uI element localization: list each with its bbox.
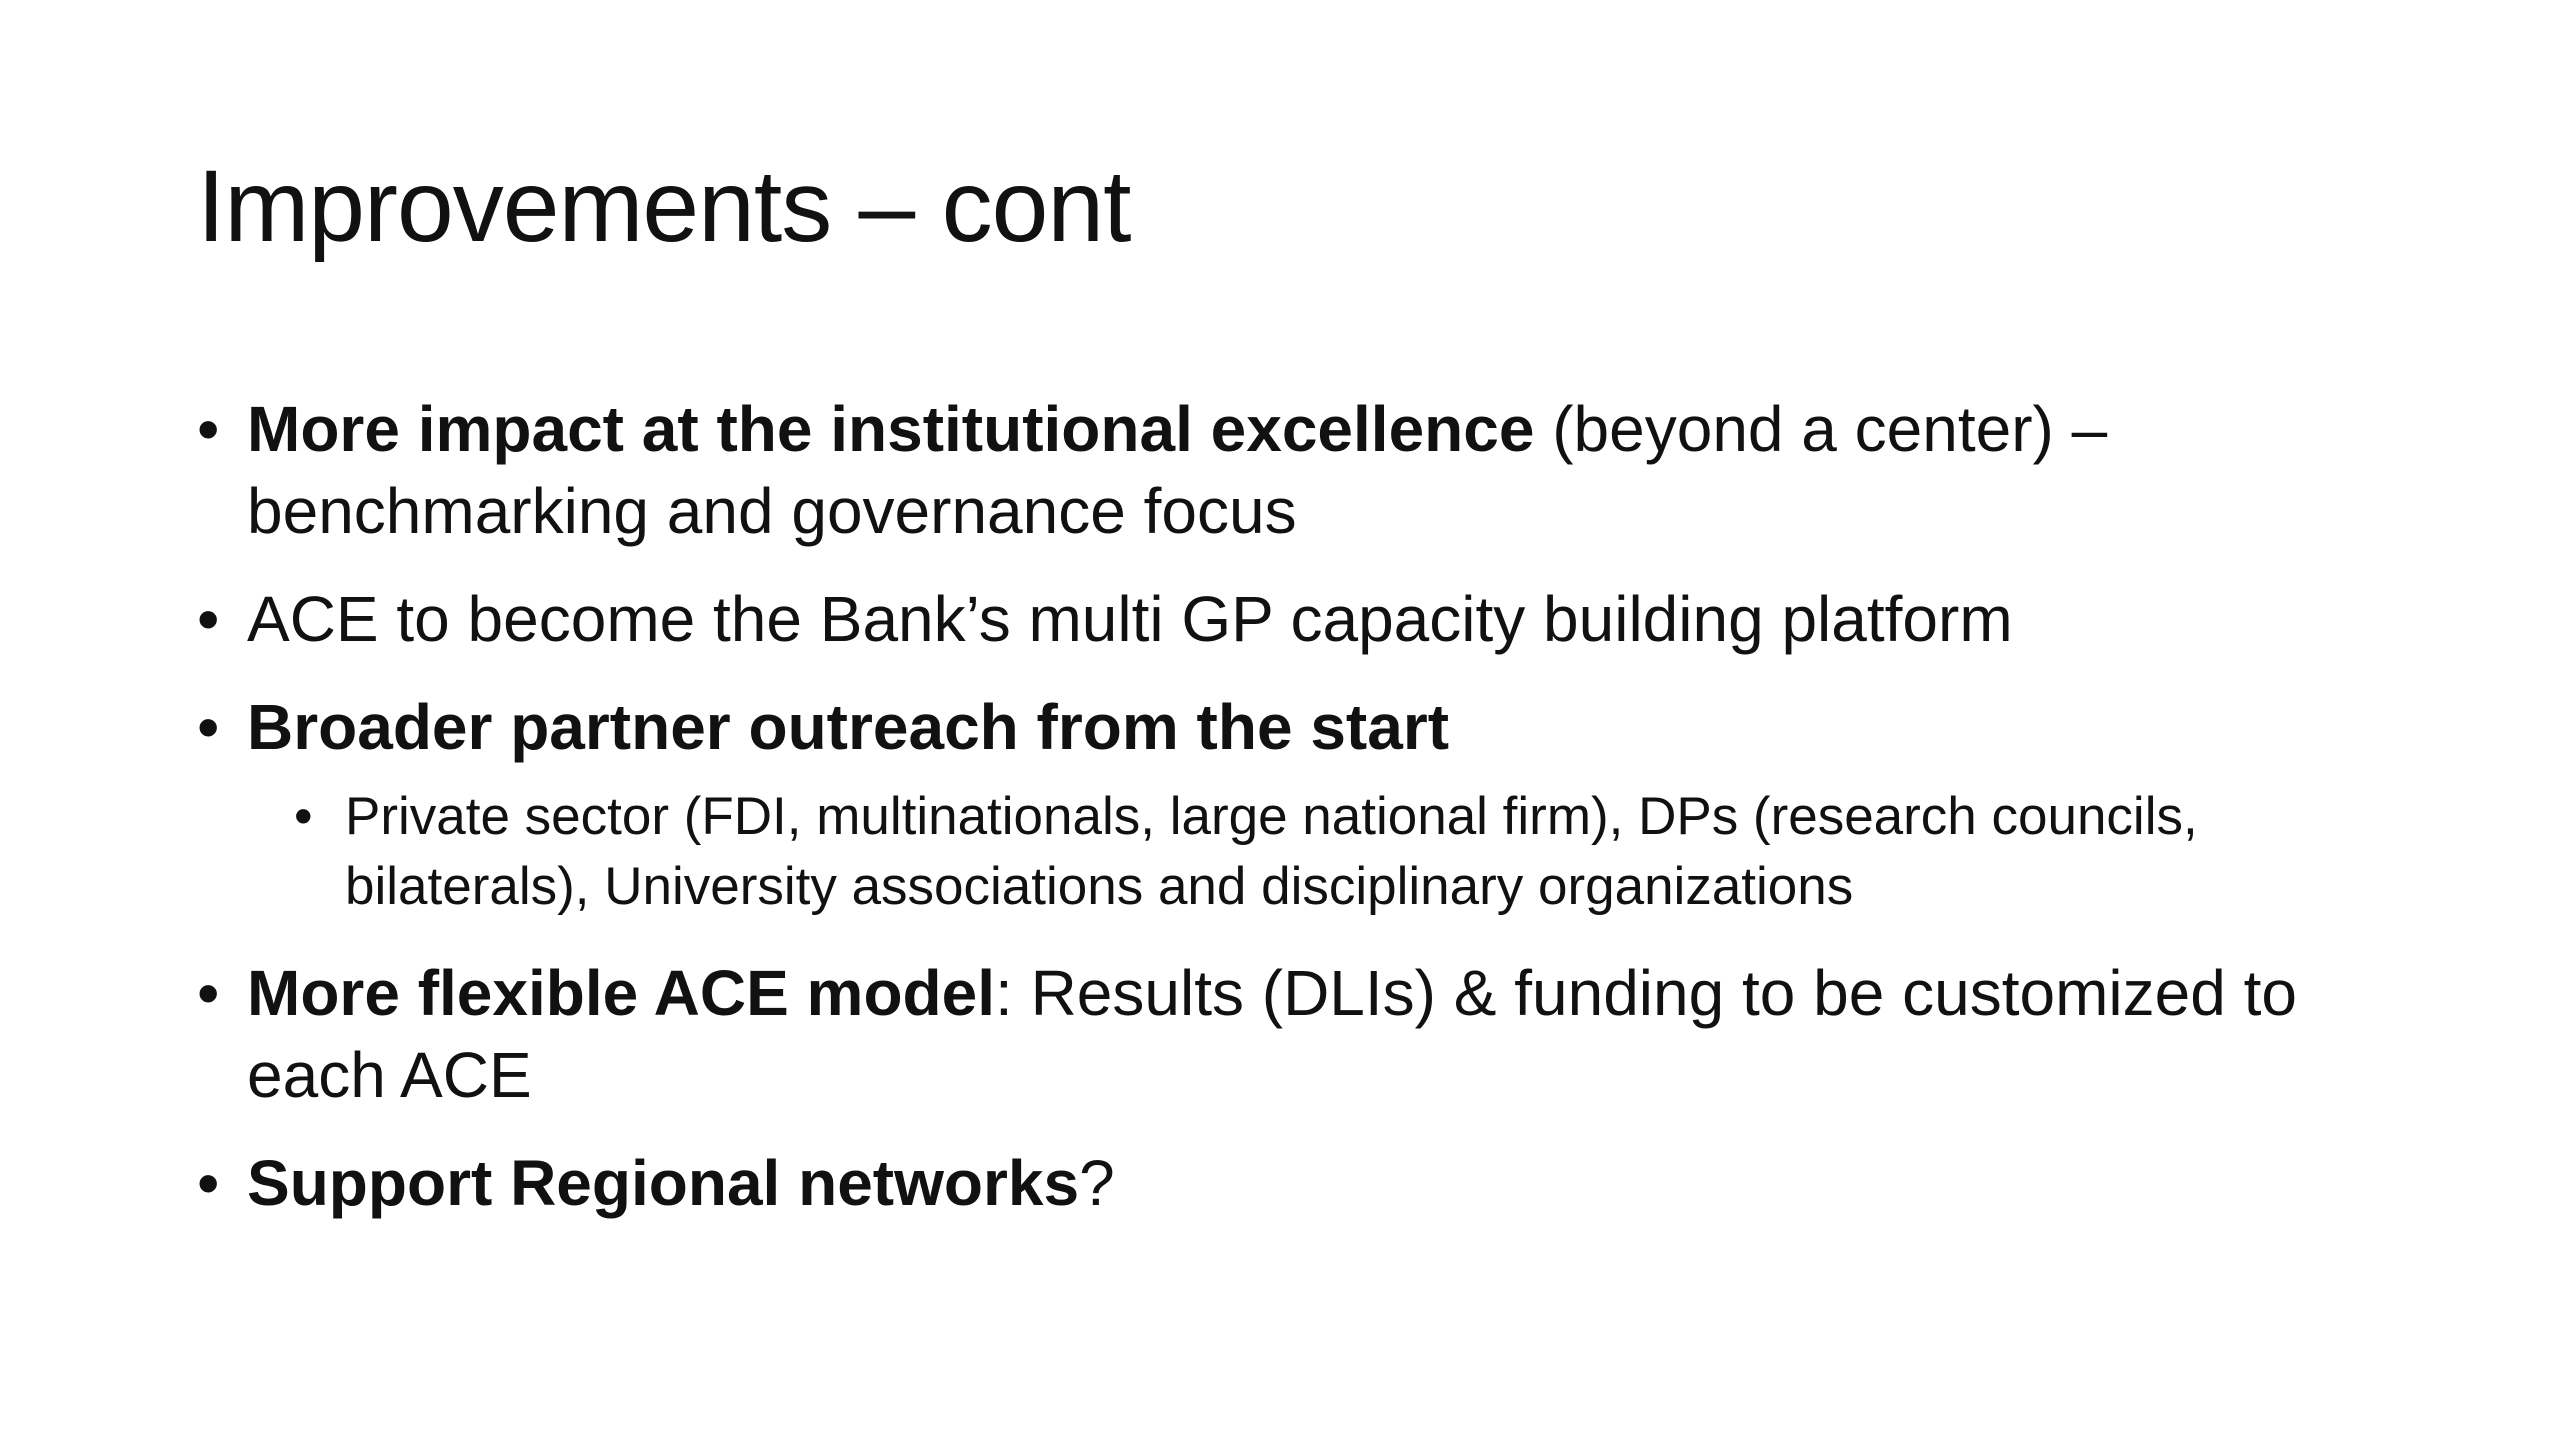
bullet-text: : Results (DLIs) & funding to be customized to each ACE bbox=[247, 957, 2297, 1111]
bullet-icon: • bbox=[197, 957, 220, 1029]
bullet-icon: • bbox=[197, 1147, 220, 1219]
bullet-item-capacity-platform bbox=[197, 578, 2397, 660]
bullet-item-institutional-excellence bbox=[197, 388, 2397, 552]
bullet-item-regional-networks bbox=[197, 1142, 2397, 1224]
bullet-item-partner-outreach bbox=[197, 686, 2397, 768]
bullet-icon: • bbox=[197, 393, 220, 465]
bullet-bold-text: More flexible ACE model bbox=[247, 957, 995, 1029]
bullet-item-flexible-model bbox=[197, 952, 2397, 1116]
bullet-bold-text: Support Regional networks bbox=[247, 1147, 1080, 1219]
bullet-icon: • bbox=[197, 583, 220, 655]
sub-bullet-text: Private sector (FDI, multinationals, large national firm), DPs (research councils, bilaterals), University associations and disciplinary organizations bbox=[345, 787, 2198, 916]
bullet-text: ? bbox=[1079, 1147, 1115, 1219]
bullet-text: (beyond a center) – benchmarking and governance focus bbox=[247, 393, 2108, 547]
bullet-list bbox=[197, 388, 2397, 1250]
sub-bullet-item-partners bbox=[197, 782, 2397, 922]
bullet-icon: • bbox=[197, 691, 220, 763]
bullet-text: ACE to become the Bank’s multi GP capacity building platform bbox=[247, 583, 2013, 655]
bullet-bold-text: More impact at the institutional excellence bbox=[247, 393, 1535, 465]
slide-title: Improvements – cont bbox=[197, 149, 1131, 263]
sub-bullet-icon: • bbox=[294, 787, 313, 846]
bullet-bold-text: Broader partner outreach from the start bbox=[247, 691, 1450, 763]
